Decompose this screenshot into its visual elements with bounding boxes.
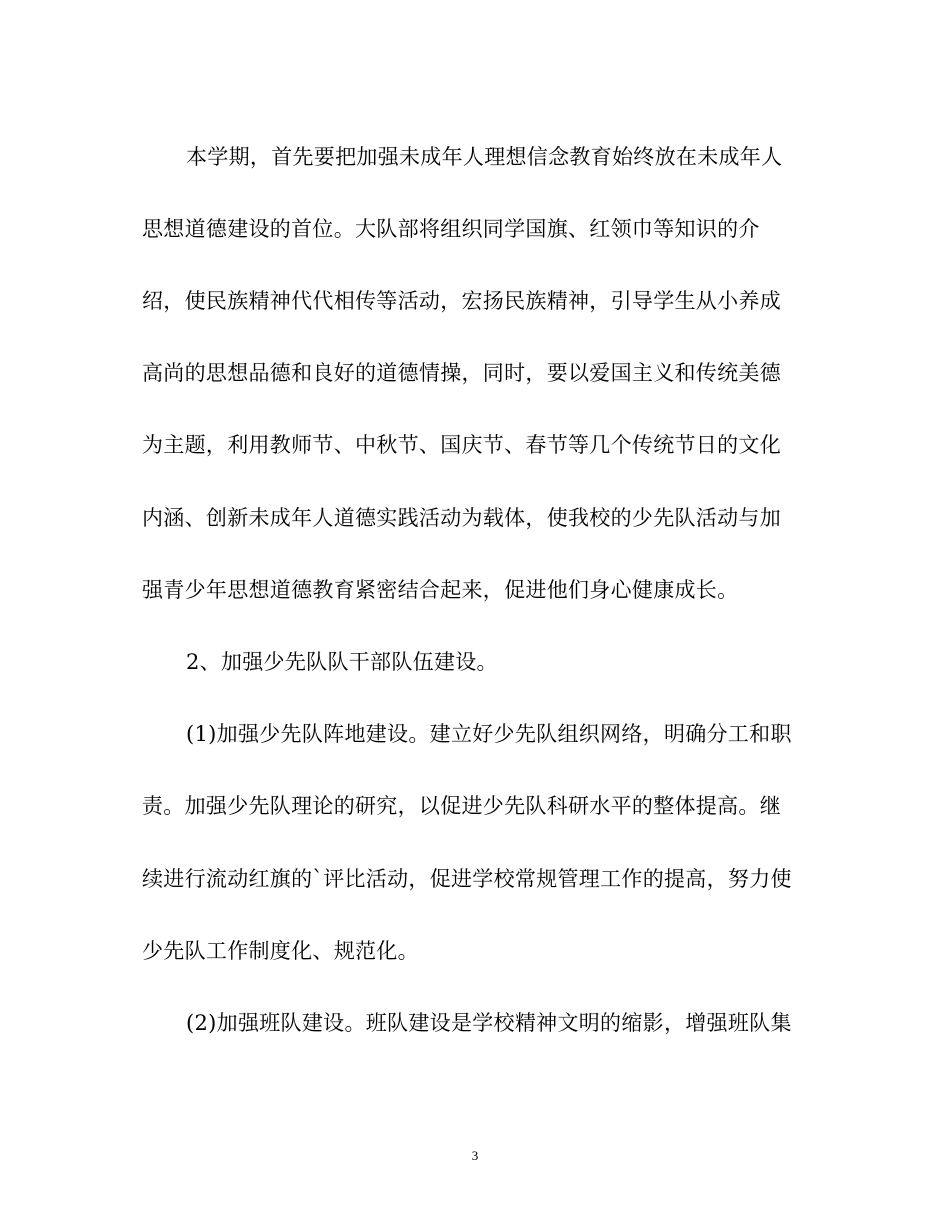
paragraph-line: 少先队工作制度化、规范化。 — [142, 939, 419, 963]
paragraph-line: 高尚的思想品德和良好的道德情操，同时，要以爱国主义和传统美德 — [142, 361, 781, 385]
paragraph-line: 思想道德建设的首位。大队部将组织同学国旗、红领巾等知识的介 — [142, 217, 760, 241]
paragraph-line: (2)加强班队建设。班队建设是学校精神文明的缩影，增强班队集 — [186, 1011, 792, 1035]
paragraph-line: (1)加强少先队阵地建设。建立好少先队组织网络，明确分工和职 — [186, 722, 792, 746]
section-heading: 2、加强少先队队干部队伍建设。 — [186, 650, 498, 674]
paragraph-line: 强青少年思想道德教育紧密结合起来，促进他们身心健康成长。 — [142, 578, 739, 602]
paragraph-line: 责。加强少先队理论的研究，以促进少先队科研水平的整体提高。继 — [142, 794, 781, 818]
paragraph-line: 本学期，首先要把加强未成年人理想信念教育始终放在未成年人 — [186, 145, 783, 169]
paragraph-line: 续进行流动红旗的`评比活动，促进学校常规管理工作的提高，努力使 — [142, 867, 792, 891]
paragraph-line: 为主题，利用教师节、中秋节、国庆节、春节等几个传统节日的文化 — [142, 433, 781, 457]
page-number: 3 — [471, 1148, 479, 1163]
paragraph-line: 内涵、创新未成年人道德实践活动为载体，使我校的少先队活动与加 — [142, 506, 781, 530]
paragraph-line: 绍，使民族精神代代相传等活动，宏扬民族精神，引导学生从小养成 — [142, 289, 781, 313]
